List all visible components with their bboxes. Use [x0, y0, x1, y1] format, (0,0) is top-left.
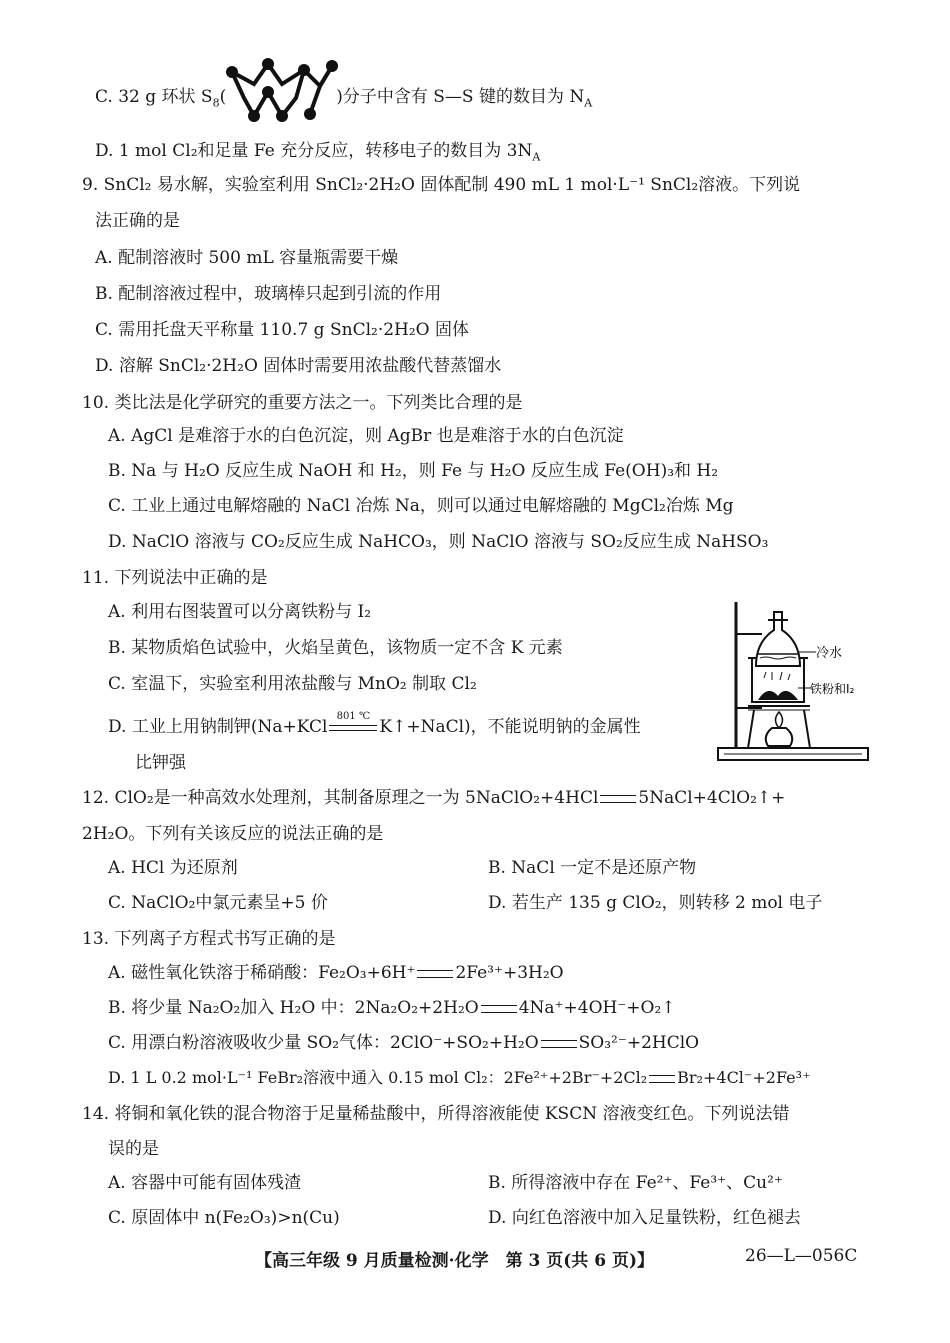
paper-code: 26—L—056C — [745, 1246, 858, 1266]
q9-option-d: D. 溶解 SnCl₂·2H₂O 固体时需要用浓盐酸代替蒸馏水 — [95, 356, 502, 376]
sulfur-atom — [248, 110, 260, 122]
s8-ring-structure — [222, 58, 338, 128]
q14-option-a: A. 容器中可能有固体残渣 — [108, 1173, 302, 1193]
sulfur-atom — [226, 66, 238, 78]
sulfur-atom — [262, 58, 274, 70]
q9-option-b: B. 配制溶液过程中，玻璃棒只起到引流的作用 — [95, 284, 442, 304]
q11-option-b: B. 某物质焰色试验中，火焰呈黄色，该物质一定不含 K 元素 — [108, 638, 563, 658]
q13-option-a: A. 磁性氧化铁溶于稀硝酸：Fe₂O₃+6H⁺ 2Fe³⁺+3H₂O — [108, 963, 564, 983]
q12-option-d: D. 若生产 135 g ClO₂，则转移 2 mol 电子 — [488, 893, 823, 913]
q12-stem-line2: 2H₂O。下列有关该反应的说法正确的是 — [82, 824, 384, 844]
sulfur-atom — [326, 60, 338, 72]
sublimation-apparatus-figure — [712, 598, 872, 770]
q9-option-c: C. 需用托盘天平称量 110.7 g SnCl₂·2H₂O 固体 — [95, 320, 470, 340]
q11-option-c: C. 室温下，实验室利用浓盐酸与 MnO₂ 制取 Cl₂ — [108, 674, 477, 694]
q8-option-c: C. 32 g 环状 $S_8$( )分子中含有 S—S 键的数目为 $N_A$ — [95, 87, 593, 110]
q14-option-c: C. 原固体中 n(Fe₂O₃)>n(Cu) — [108, 1208, 340, 1228]
q10-option-a: A. AgCl 是难溶于水的白色沉淀，则 AgBr 也是难溶于水的白色沉淀 — [108, 426, 624, 446]
page-footer-label: 【高三年级 9 月质量检测·化学 第 3 页(共 6 页)】 — [255, 1251, 655, 1271]
q13-option-b: B. 将少量 Na₂O₂加入 H₂O 中：2Na₂O₂+2H₂O 4Na⁺+4OH⁻+O₂↑ — [108, 998, 676, 1018]
sulfur-atom — [298, 64, 310, 76]
q11-stem: 11. 下列说法中正确的是 — [82, 568, 268, 588]
q10-option-c: C. 工业上通过电解熔融的 NaCl 冶炼 Na，则可以通过电解熔融的 MgCl₂冶炼 Mg — [108, 496, 734, 516]
q13-option-d: D. 1 L 0.2 mol·L⁻¹ FeBr₂溶液中通入 0.15 mol Cl₂：2Fe²⁺+2Br⁻+2Cl₂ Br₂+4Cl⁻+2Fe³⁺ — [108, 1068, 811, 1087]
sulfur-atom — [262, 86, 274, 98]
q9-stem-line2: 法正确的是 — [95, 211, 180, 231]
q13-option-c: C. 用漂白粉溶液吸收少量 SO₂气体：2ClO⁻+SO₂+H₂O SO₃²⁻+2HClO — [108, 1033, 700, 1053]
q12-option-a: A. HCl 为还原剂 — [108, 858, 238, 878]
label-cold-water: 冷水 — [816, 646, 843, 661]
q14-stem-line2: 误的是 — [108, 1139, 159, 1159]
q10-option-b: B. Na 与 H₂O 反应生成 NaOH 和 H₂，则 Fe 与 H₂O 反应生成 Fe(OH)₃和 H₂ — [108, 461, 719, 481]
q14-option-b: B. 所得溶液中存在 Fe²⁺、Fe³⁺、Cu²⁺ — [488, 1173, 783, 1193]
label-iron-iodine: 铁粉和I₂ — [810, 682, 855, 696]
q9-stem-line1: 9. SnCl₂ 易水解，实验室利用 SnCl₂·2H₂O 固体配制 490 mL 1 mol·L⁻¹ SnCl₂溶液。下列说 — [82, 175, 801, 195]
q8-option-d: D. 1 mol Cl₂和足量 Fe 充分反应，转移电子的数目为 $3N_A$ — [95, 141, 541, 164]
q13-stem: 13. 下列离子方程式书写正确的是 — [82, 929, 336, 949]
q12-option-b: B. NaCl 一定不是还原产物 — [488, 858, 697, 878]
q12-stem-line1: 12. ClO₂是一种高效水处理剂，其制备原理之一为 5NaClO₂+4HCl 5NaCl+4ClO₂↑+ — [82, 788, 786, 808]
q10-stem: 10. 类比法是化学研究的重要方法之一。下列类比合理的是 — [82, 393, 523, 413]
reaction-condition-arrow: 801 ℃ — [327, 721, 379, 735]
q11-option-a: A. 利用右图装置可以分离铁粉与 I₂ — [108, 602, 372, 622]
q10-option-d: D. NaClO 溶液与 CO₂反应生成 NaHCO₃，则 NaClO 溶液与 SO₂反应生成 NaHSO₃ — [108, 532, 769, 552]
q9-option-a: A. 配制溶液时 500 mL 容量瓶需要干燥 — [95, 248, 399, 268]
q11-option-d-cont: 比钾强 — [135, 753, 186, 773]
sulfur-atom — [304, 108, 316, 120]
q11-option-d: D. 工业上用钠制钾(Na+KCl 801 ℃ K↑+NaCl)，不能说明钠的金属性 — [108, 710, 641, 737]
q14-option-d: D. 向红色溶液中加入足量铁粉，红色褪去 — [488, 1208, 801, 1228]
q12-option-c: C. NaClO₂中氯元素呈+5 价 — [108, 893, 328, 913]
sulfur-atom — [276, 110, 288, 122]
q14-stem-line1: 14. 将铜和氧化铁的混合物溶于足量稀盐酸中，所得溶液能使 KSCN 溶液变红色。下列说法错 — [82, 1104, 790, 1124]
